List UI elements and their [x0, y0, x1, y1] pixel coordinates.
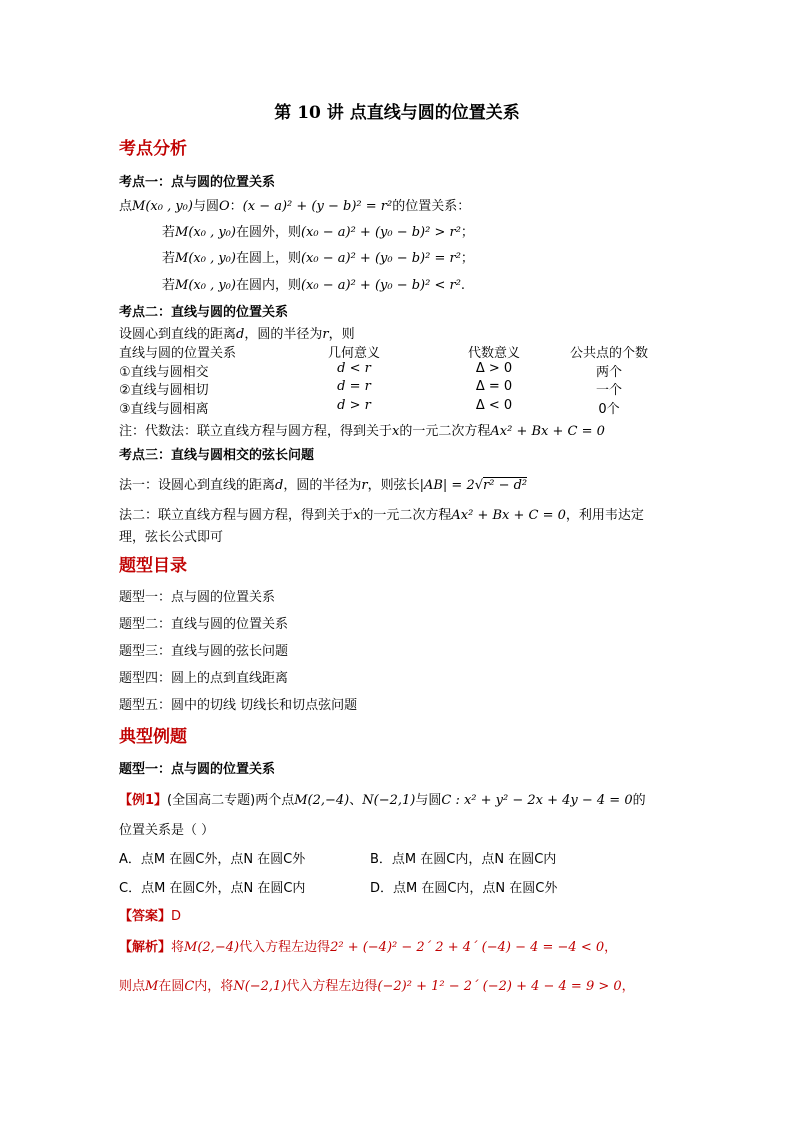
text: 点	[119, 199, 133, 214]
kd1-case-on	[162, 247, 474, 266]
math-r: r	[322, 327, 329, 342]
type-list-item: 题型二：直线与圆的位置关系	[119, 617, 289, 632]
kd3-method-2-cont: 理，弦长公式即可	[119, 530, 224, 545]
example-1-question-cont: 位置关系是（ ）	[119, 823, 215, 838]
math-r: r	[361, 478, 368, 493]
math-chord-length: |AB| = 2	[419, 478, 475, 493]
math-point-m: M(2,−4)	[294, 793, 350, 808]
text: ，利用韦达定	[565, 508, 644, 523]
math-point-n: N(−2,1)	[362, 793, 416, 808]
text: ：	[229, 199, 243, 214]
section-heading-kaodian: 考点分析	[119, 139, 187, 159]
text: 在圆内，则	[235, 278, 301, 293]
table-cell: Δ > 0	[475, 360, 513, 376]
text: .	[460, 278, 466, 293]
math-x: x	[353, 508, 361, 523]
text: 将	[171, 940, 185, 955]
math-circle-equation: C : x² + y² − 2x + 4y − 4 = 0	[441, 793, 633, 808]
answer-line	[119, 905, 181, 924]
text: 与圆	[192, 199, 219, 214]
math-point: M(x₀ , y₀)	[175, 225, 236, 240]
text: 与圆	[415, 793, 442, 808]
table-cell: ①直线与圆相交	[119, 364, 209, 380]
kd2-heading: 考点二：直线与圆的位置关系	[119, 305, 289, 320]
option-a: A．点M 在圆C外，点N 在圆C外	[119, 852, 306, 867]
table-cell: d = r	[337, 379, 371, 394]
math-calculation: 2² + (−4)² − 2´ 2 + 4´ (−4) − 4 = −4 < 0	[330, 940, 605, 955]
math-c: C	[184, 979, 195, 994]
type-list-item: 题型三：直线与圆的弦长问题	[119, 644, 289, 659]
text: 内，将	[194, 979, 234, 994]
sqrt-sign: √	[474, 478, 484, 493]
math-circle-name: O	[218, 199, 230, 214]
math-point-m: M(2,−4)	[184, 940, 240, 955]
option-b: B．点M 在圆C内，点N 在圆C内	[370, 852, 557, 867]
text: (全国高二专题)两个点	[167, 793, 295, 808]
example-type-heading: 题型一：点与圆的位置关系	[119, 762, 276, 777]
analysis-line-1	[119, 936, 617, 955]
table-header: 几何意义	[327, 346, 380, 361]
text: 、	[349, 793, 363, 808]
kd3-method-1	[119, 474, 527, 493]
text: 的	[632, 793, 646, 808]
answer-tag: 【答案】	[119, 909, 172, 924]
table-header: 直线与圆的位置关系	[119, 346, 237, 361]
text: 法二：联立直线方程与圆方程，得到关于	[119, 508, 354, 523]
analysis-tag: 【解析】	[119, 940, 172, 955]
math-d: d	[236, 327, 245, 342]
type-list-item: 题型五：圆中的切线 切线长和切点弦问题	[119, 698, 358, 713]
table-row	[119, 398, 679, 417]
example-tag: 【例1】	[119, 793, 168, 808]
math-d: d	[275, 478, 284, 493]
math-m: M	[145, 979, 159, 994]
section-heading-dianxing: 典型例题	[119, 727, 187, 747]
text: ；	[460, 225, 474, 240]
section-heading-tixing: 题型目录	[119, 556, 187, 576]
math-equation: (x₀ − a)² + (y₀ − b)² = r²	[300, 251, 461, 266]
table-cell: ③直线与圆相离	[119, 401, 209, 417]
math-point: M(x₀ , y₀)	[132, 199, 193, 214]
text: ，则弦长	[367, 478, 420, 493]
math-radicand: r² − d²	[483, 478, 528, 493]
kd3-heading: 考点三：直线与圆相交的弦长问题	[119, 448, 315, 463]
text: ，	[621, 979, 635, 994]
text: ，	[604, 940, 618, 955]
text: 则点	[119, 979, 146, 994]
math-calculation: (−2)² + 1² − 2´ (−2) + 4 − 4 = 9 > 0	[377, 979, 622, 994]
math-point-n: N(−2,1)	[233, 979, 287, 994]
table-header: 代数意义	[467, 346, 520, 361]
option-c: C．点M 在圆C外，点N 在圆C内	[119, 881, 306, 896]
analysis-line-2	[119, 975, 635, 994]
table-cell: Δ < 0	[475, 397, 513, 413]
text: 若	[162, 278, 176, 293]
math-point: M(x₀ , y₀)	[175, 278, 236, 293]
kd3-method-2	[119, 504, 644, 523]
text: ，圆的半径为	[244, 327, 323, 342]
kd2-intro	[119, 323, 355, 342]
text: 法一：设圆心到直线的距离	[119, 478, 276, 493]
math-quadratic: Ax² + Bx + C = 0	[490, 424, 605, 439]
table-cell: d < r	[337, 360, 371, 376]
position-relation-table	[119, 342, 679, 416]
table-row	[119, 379, 679, 398]
table-header-row	[119, 342, 679, 361]
math-inequality: (x₀ − a)² + (y₀ − b)² < r²	[300, 278, 461, 293]
option-d: D．点M 在圆C内，点N 在圆C外	[370, 881, 558, 896]
table-cell: 一个	[595, 383, 622, 398]
table-header: 公共点的个数	[569, 346, 648, 361]
table-cell: ②直线与圆相切	[119, 383, 209, 398]
text: ，圆的半径为	[283, 478, 362, 493]
kd1-heading: 考点一：点与圆的位置关系	[119, 175, 276, 190]
text: 的一元二次方程	[399, 424, 491, 439]
answer-value: D	[171, 909, 182, 924]
type-list-item: 题型四：圆上的点到直线距离	[119, 671, 289, 686]
math-circle-equation: (x − a)² + (y − b)² = r²	[242, 199, 393, 214]
math-x: x	[392, 424, 400, 439]
type-list-item: 题型一：点与圆的位置关系	[119, 590, 276, 605]
math-quadratic: Ax² + Bx + C = 0	[451, 508, 566, 523]
text: 注：代数法：联立直线方程与圆方程，得到关于	[119, 424, 393, 439]
text: ；	[460, 251, 474, 266]
math-inequality: (x₀ − a)² + (y₀ − b)² > r²	[300, 225, 461, 240]
example-1-question	[119, 789, 646, 808]
text: 在圆上，则	[235, 251, 301, 266]
kd1-intro	[119, 195, 470, 214]
text: 代入方程左边得	[239, 940, 331, 955]
table-row	[119, 361, 679, 380]
table-cell: 两个	[595, 364, 622, 380]
kd2-note	[119, 420, 605, 439]
text: 代入方程左边得	[286, 979, 378, 994]
text: ，则	[328, 327, 355, 342]
text: 若	[162, 225, 176, 240]
text: 在圆外，则	[235, 225, 301, 240]
text: 若	[162, 251, 176, 266]
page-title: 第 10 讲 点直线与圆的位置关系	[274, 103, 520, 123]
text: 的位置关系：	[392, 199, 471, 214]
kd1-case-outside	[162, 221, 474, 240]
table-cell: d > r	[337, 397, 371, 413]
text: 的一元二次方程	[360, 508, 452, 523]
table-cell: 0个	[598, 401, 620, 417]
kd1-case-inside	[162, 274, 465, 293]
table-cell: Δ = 0	[475, 379, 513, 394]
math-point: M(x₀ , y₀)	[175, 251, 236, 266]
text: 设圆心到直线的距离	[119, 327, 237, 342]
text: 在圆	[158, 979, 185, 994]
